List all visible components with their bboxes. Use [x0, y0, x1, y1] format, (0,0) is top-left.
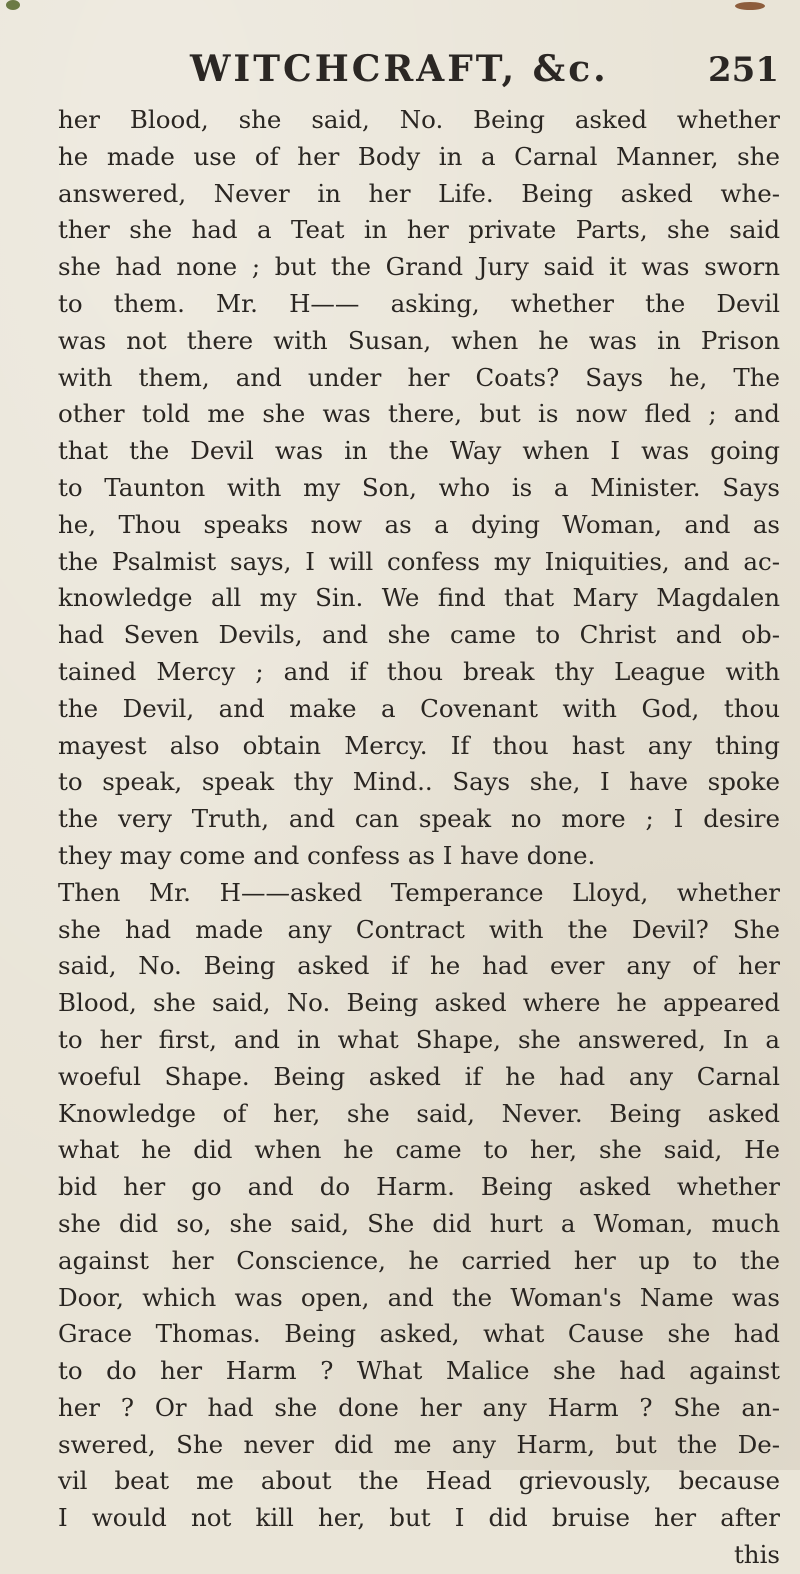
text-line: was not there with Susan, when he was in Prison [58, 325, 780, 355]
text-line: to them. Mr. H—— asking, whether the Devil [58, 288, 780, 318]
text-line: her Blood, she said, No. Being asked whether [58, 105, 780, 134]
text-line: to Taunton with my Son, who is a Minister. Says [58, 472, 780, 502]
text-line: to speak, speak thy Mind.. Says she, I have spoke [58, 767, 780, 797]
catchword: this [733, 1540, 780, 1570]
text-line: she did so, she said, She did hurt a Woman, much [58, 1208, 780, 1238]
text-line: her ? Or had she done her any Harm ? She an- [58, 1392, 780, 1422]
text-line: with them, and under her Coats? Says he, The [58, 362, 780, 392]
running-title: WITCHCRAFT, &c. [190, 48, 609, 90]
paper-stain [735, 2, 765, 10]
text-line: Then Mr. H——asked Temperance Lloyd, whether [58, 877, 780, 907]
paper-stain [6, 0, 20, 10]
text-line: he made use of her Body in a Carnal Manner, she [58, 141, 780, 171]
text-line: Grace Thomas. Being asked, what Cause she had [58, 1319, 780, 1349]
text-line: answered, Never in her Life. Being asked whe- [58, 178, 780, 208]
text-line: the very Truth, and can speak no more ; I desire [58, 804, 780, 834]
text-line: that the Devil was in the Way when I was going [58, 436, 780, 466]
text-line: mayest also obtain Mercy. If thou hast any thing [58, 730, 780, 760]
text-line: the Devil, and make a Covenant with God, thou [58, 693, 780, 723]
text-line: woeful Shape. Being asked if he had any Carnal [58, 1061, 780, 1091]
text-line: Door, which was open, and the Woman's Name was [58, 1282, 780, 1312]
text-line: I would not kill her, but I did bruise her after [58, 1503, 780, 1533]
page-header [0, 48, 800, 100]
text-line: said, No. Being asked if he had ever any of her [58, 951, 780, 981]
text-line: vil beat me about the Head grievously, because [58, 1466, 780, 1496]
text-line: to her first, and in what Shape, she answered, In a [58, 1024, 780, 1054]
text-line: ther she had a Teat in her private Parts, she said [58, 215, 780, 245]
text-line: knowledge all my Sin. We find that Mary Magdalen [58, 583, 780, 613]
text-line: she had none ; but the Grand Jury said it was sworn [58, 252, 780, 282]
text-line: swered, She never did me any Harm, but the De- [58, 1429, 780, 1459]
text-line: they may come and confess as I have done. [58, 840, 596, 870]
text-line: Knowledge of her, she said, Never. Being asked [58, 1098, 780, 1128]
text-line: Blood, she said, No. Being asked where he appeared [58, 988, 780, 1018]
text-line: she had made any Contract with the Devil? She [58, 914, 780, 944]
text-line: had Seven Devils, and she came to Christ and ob- [58, 620, 780, 650]
text-line: tained Mercy ; and if thou break thy League with [58, 656, 780, 686]
text-line: he, Thou speaks now as a dying Woman, and as [58, 509, 780, 539]
text-line: against her Conscience, he carried her up to the [58, 1245, 780, 1275]
text-line: other told me she was there, but is now fled ; and [58, 399, 780, 429]
body-text [58, 102, 780, 1574]
text-line: bid her go and do Harm. Being asked whether [58, 1172, 780, 1202]
text-line: the Psalmist says, I will confess my Iniquities, and ac- [58, 546, 780, 576]
page-number: 251 [708, 50, 779, 90]
text-line: to do her Harm ? What Malice she had against [58, 1356, 780, 1386]
text-line: what he did when he came to her, she said, He [58, 1135, 780, 1165]
